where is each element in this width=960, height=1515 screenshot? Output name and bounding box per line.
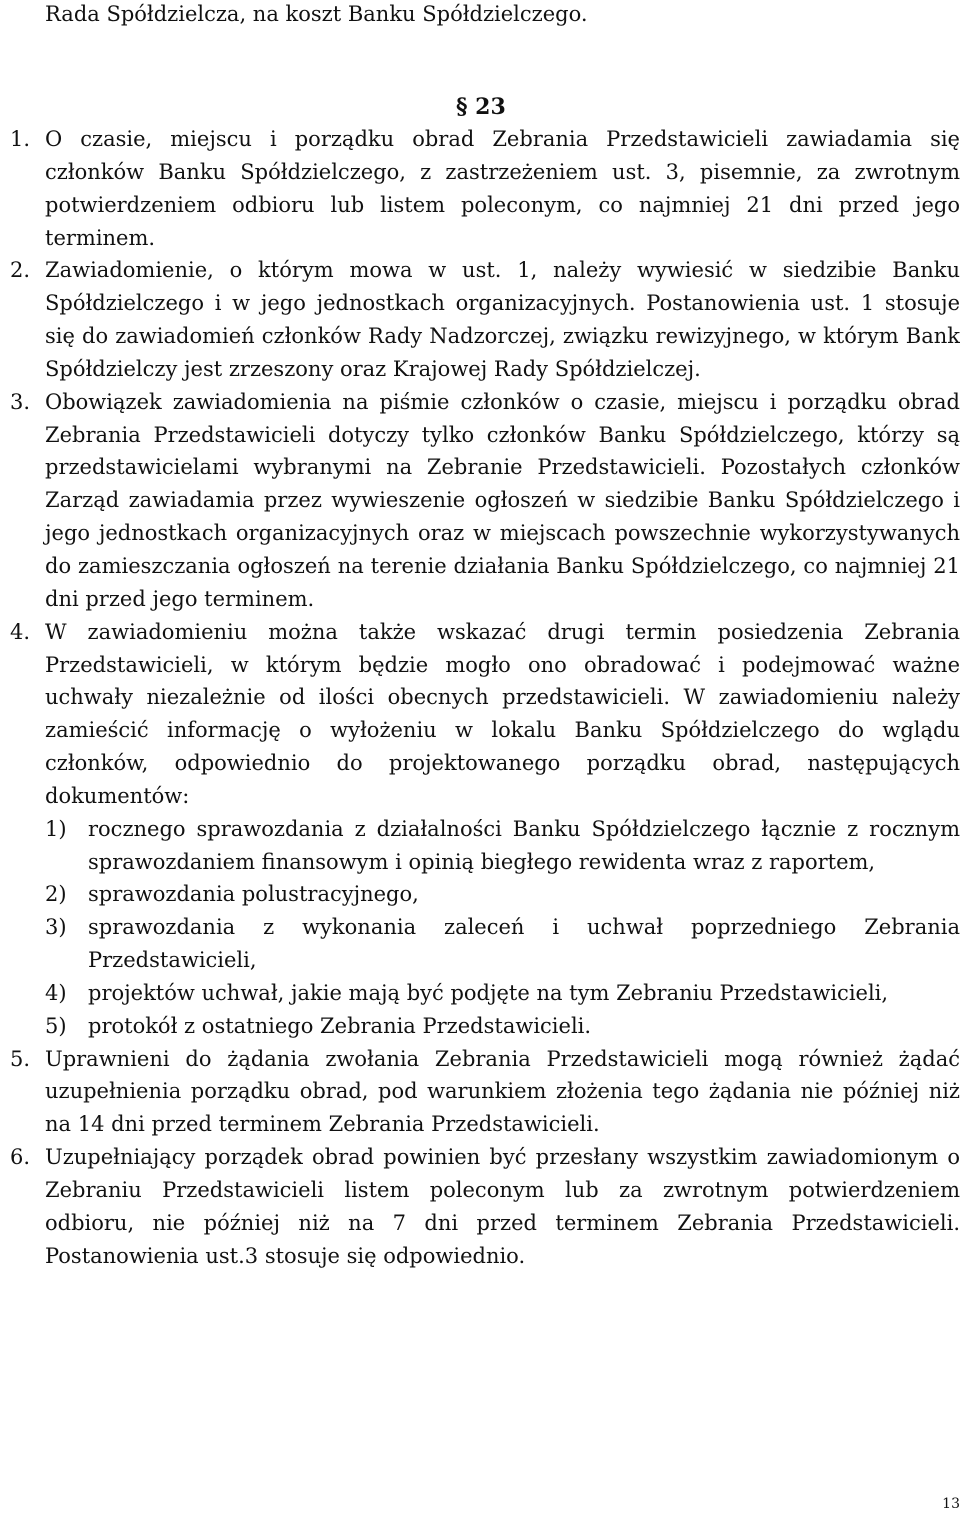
- list-item-text: projektów uchwał, jakie mają być podjęte na tym Zebraniu Przedstawicieli,: [88, 980, 889, 1005]
- paragraph-6: [10, 1141, 960, 1272]
- paragraph-number: 3.: [10, 389, 31, 414]
- paragraph-text: W zawiadomieniu można także wskazać drugi termin posiedzenia Zebrania Przedstawicieli, w którym będzie mogło ono obradować i podejmować ważne uchwały niezależnie od ilości obecnych przedstawicieli. W zawiadomieniu należy zamieścić informację o wyłożeniu w lokalu Banku Spółdzielczego do wglądu członków, odpowiednio do projektowanego porządku obrad, następujących dokumentów:: [45, 619, 960, 808]
- paragraph-number: 5.: [10, 1046, 31, 1071]
- paragraph-text: Uzupełniający porządek obrad powinien być przesłany wszystkim zawiadomionym o Zebraniu Przedstawicieli listem poleconym lub za zwrotnym potwierdzeniem odbioru, nie później niż na 7 dni przed terminem Zebrania Przedstawicieli. Postanowienia ust.3 stosuje się odpowiednio.: [45, 1145, 960, 1268]
- paragraph-number: 1.: [10, 127, 31, 151]
- list-item-text: rocznego sprawozdania z działalności Banku Spółdzielczego łącznie z rocznym sprawozdaniem finansowym i opinią biegłego rewidenta wraz z raportem,: [88, 816, 960, 874]
- list-item-text: protokół z ostatniego Zebrania Przedstawicieli.: [88, 1013, 592, 1038]
- list-item-number: 1): [45, 816, 67, 841]
- paragraph-4: [10, 616, 960, 813]
- paragraph-text: Zawiadomienie, o którym mowa w ust. 1, należy wywiesić w siedzibie Banku Spółdzielczego i w jego jednostkach organizacyjnych. Postanowienia ust. 1 stosuje się do zawiadomień członków Rady Nadzorczej, związku rewizyjnego, w którym Bank Spółdzielczy jest zrzeszony oraz Krajowej Rady Spółdzielczej.: [45, 258, 960, 381]
- list-item-2: [10, 878, 960, 911]
- paragraph-2: [10, 254, 960, 385]
- list-item-number: 5): [45, 1013, 67, 1038]
- list-item-number: 2): [45, 882, 67, 907]
- intro-line: Rada Spółdzielcza, na koszt Banku Spółdzielczego.: [45, 2, 588, 26]
- paragraph-text: Uprawnieni do żądania zwołania Zebrania Przedstawicieli mogą również żądać uzupełnienia porządku obrad, pod warunkiem złożenia tego żądania nie później niż na 14 dni przed terminem Zebrania Przedstawicieli.: [45, 1046, 960, 1137]
- list-item-5: [10, 1010, 960, 1043]
- paragraph-number: 2.: [10, 258, 31, 283]
- paragraph-text: Obowiązek zawiadomienia na piśmie członków o czasie, miejscu i porządku obrad Zebrania Przedstawicieli dotyczy tylko członków Banku Spółdzielczego, którzy są przedstawicielami wybranymi na Zebranie Przedstawicieli. Pozostałych członków Zarząd zawiadamia przez wywieszenie ogłoszeń w siedzibie Banku Spółdzielczego i jego jednostkach organizacyjnych oraz w miejscach powszechnie wykorzystywanych do zamieszczania ogłoszeń na terenie działania Banku Spółdzielczego, co najmniej 21 dni przed jego terminem.: [45, 389, 960, 611]
- list-item-text: sprawozdania z wykonania zaleceń i uchwał poprzedniego Zebrania Przedstawicieli,: [88, 915, 960, 973]
- page-number: 13: [942, 1496, 960, 1512]
- paragraph-5: [10, 1043, 960, 1142]
- list-item-1: [10, 813, 960, 879]
- list-item-number: 3): [45, 915, 67, 940]
- list-item-text: sprawozdania polustracyjnego,: [88, 882, 419, 907]
- paragraph-number: 4.: [10, 619, 31, 644]
- paragraph-3: [10, 386, 960, 616]
- paragraph-text: O czasie, miejscu i porządku obrad Zebrania Przedstawicieli zawiadamia się członków Banku Spółdzielczego, z zastrzeżeniem ust. 3, pisemnie, za zwrotnym potwierdzeniem odbioru lub listem poleconym, co najmniej 21 dni przed jego terminem.: [45, 127, 960, 250]
- section-body: [10, 123, 960, 1273]
- section-heading: § 23: [456, 94, 506, 120]
- list-item-3: [10, 911, 960, 977]
- list-item-4: [10, 977, 960, 1010]
- paragraph-number: 6.: [10, 1145, 31, 1170]
- paragraph-1: [10, 123, 960, 254]
- list-item-number: 4): [45, 980, 67, 1005]
